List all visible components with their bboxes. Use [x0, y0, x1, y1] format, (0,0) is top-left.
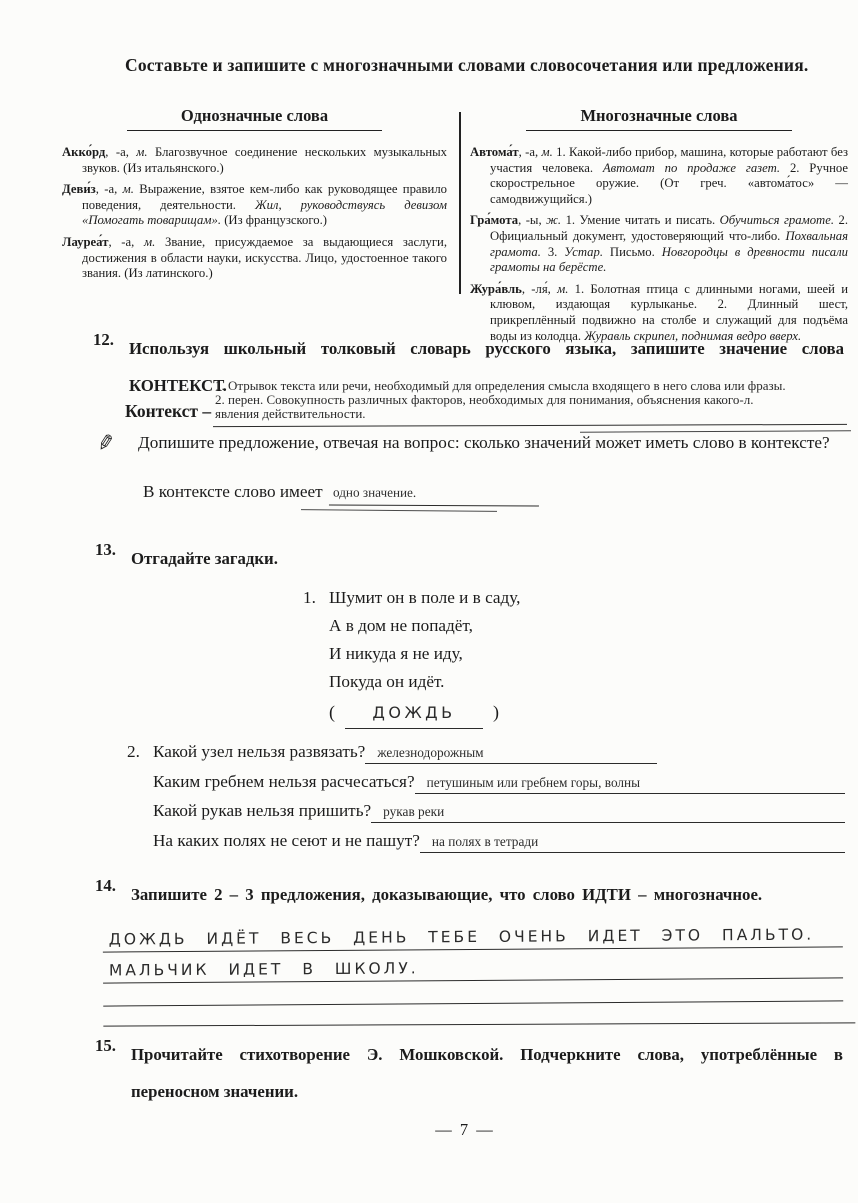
task-14-heading: [95, 876, 847, 913]
polysemous-words-column: [461, 106, 848, 344]
dict-entry-laureat: Лауреа́т, -а, м. Звание, присуждаемое за выдающиеся заслуги, достижения в области науки, искусства. Лицо, удостоенное такого звания. (Из латинского.): [62, 234, 447, 281]
kontekst-definition-line-2: 2. перен. Совокупность различных факторов, необходимых для понимания, объяснения какого-л.: [215, 392, 754, 407]
dict-entry-deviz: Деви́з, -а, м. Выражение, взятое кем-либо как руководящее правило поведения, деятельности. Жил, руководствуясь девизом «Помогать товарищам». (Из французского.): [62, 182, 448, 228]
task-15-text: Прочитайте стихотворение Э. Мошковской. Подчеркните слова, употреблённые в переносном значении.: [131, 1045, 843, 1101]
riddle-2-number: 2.: [127, 742, 140, 761]
riddle-1-line-2: А в дом не попадёт,: [329, 616, 473, 635]
task-15-number: 15.: [95, 1036, 116, 1055]
kontekst-answer-rule: [213, 424, 847, 427]
complete-sentence-section: [94, 429, 847, 457]
riddle-2-answer-1: железнодорожным: [365, 745, 657, 764]
riddle-2-question-3: Какой рукав нельзя пришить?: [153, 801, 372, 820]
kontekst-definition-line-3: явления действительности.: [215, 406, 366, 421]
riddle-2: [127, 742, 845, 860]
task-12-number: 12.: [93, 330, 114, 349]
riddle-1-line-1: Шумит он в поле и в саду,: [329, 588, 521, 607]
task-13-heading: [95, 540, 278, 577]
handwritten-line-1: [103, 913, 843, 952]
riddle-1-number: 1.: [303, 588, 316, 607]
riddle-1: [303, 584, 520, 729]
riddle-2-row-3: [127, 801, 845, 831]
dict-entry-zhuravl: Жура́вль, -ля́, м. 1. Болотная птица с длинными ногами, шеей и клювом, издающая курлыканье. 2. Длинный шест, прикреплённый подвижно на столбе и служащий для подъёма воды из колодца. Журавль скрипел, поднимая ведро вверх.: [470, 281, 848, 343]
task-14-text: Запишите 2 – 3 предложения, доказывающие, что слово ИДТИ – многозначное.: [131, 885, 763, 904]
riddle-1-line-4: Покуда он идёт.: [329, 672, 445, 691]
sentence-stem: В контексте слово имеет: [143, 482, 323, 501]
handwritten-text-2: МАЛЬЧИК ИДЕТ В ШКОЛУ.: [108, 959, 419, 980]
dict-entry-avtomat: Автома́т, -а, м. 1. Какой-либо прибор, машина, которые работают без участия человека. Автомат по продаже газет. 2. Ручное скорострельное оружие. (От греч. «автома́тос» — самодвижущийся.): [470, 145, 849, 206]
riddle-1-answer-row: [329, 698, 520, 729]
handwritten-text-1: ДОЖДЬ ИДЁТ ВЕСЬ ДЕНЬ ТЕБЕ ОЧЕНЬ ИДЕТ ЭТО ПАЛЬТО.: [108, 925, 815, 949]
riddle-2-answer-4: на полях в тетради: [420, 834, 845, 853]
task-13-text: Отгадайте загадки.: [131, 549, 278, 568]
kontekst-definition-block: [125, 379, 847, 421]
riddle-2-row-2: [127, 772, 845, 802]
sentence-stem-row: [143, 482, 763, 506]
polysemous-words-header-label: Многозначные слова: [526, 106, 791, 131]
sentence-answer-rule-2: [301, 509, 497, 512]
kontekst-term-label: Контекст –: [125, 401, 212, 421]
riddle-2-row-4: [127, 831, 845, 861]
intro-task-text: Составьте и запишите с многозначными словами словосочетания или предложения.: [125, 55, 809, 75]
riddle-2-question-4: На каких полях не сеют и не пашут?: [153, 830, 420, 850]
riddle-2-answer-2: петушиным или гребнем горы, волны: [415, 775, 845, 794]
riddle-1-lines: [329, 584, 520, 729]
complete-sentence-prompt: Допишите предложение, отвечая на вопрос: сколько значений может иметь слово в контексте?: [138, 433, 830, 452]
monosemous-words-header: [62, 106, 447, 139]
sentence-answer-blank: одно значение.: [329, 485, 539, 507]
polysemous-words-header: [470, 106, 848, 139]
kontekst-definition-lines: [215, 379, 847, 421]
handwritten-line-2: [103, 947, 843, 983]
dict-entry-gramota: Гра́мота, -ы, ж. 1. Умение читать и писать. Обучиться грамоте. 2. Официальный документ, удостоверяющий что-либо. Похвальная грамота. 3. Устар. Письмо. Новгородцы в древности писали грамоты на берёсте.: [470, 213, 849, 275]
monosemous-words-column: [62, 106, 459, 344]
kontekst-definition-line-1: 1. Отрывок текста или речи, необходимый для определения смысла входящего в него слова или фразы.: [215, 378, 786, 393]
riddle-1-handwritten-answer: ДОЖДЬ: [372, 703, 456, 722]
dict-entry-akkord: Акко́рд, -а, м. Благозвучное соединение нескольких музыкальных звуков. (Из итальянского.): [62, 145, 448, 175]
page-number: — 7 —: [435, 1120, 495, 1139]
riddle-1-answer-blank: [345, 699, 483, 729]
handwritten-answer-block: [103, 913, 844, 1027]
monosemous-words-header-label: Однозначные слова: [127, 106, 382, 131]
close-paren: ): [493, 702, 499, 722]
riddle-2-question-2: Каким гребнем нельзя расчесаться?: [153, 771, 415, 791]
task-12-text: Используя школьный толковый словарь русского языка, запишите значение слова КОНТЕКСТ.: [129, 339, 844, 395]
pencil-icon: ✎: [94, 429, 117, 457]
task-14-number: 14.: [95, 876, 116, 895]
riddle-1-line-3: И никуда я не иду,: [329, 644, 463, 663]
task-15-heading: [95, 1036, 843, 1110]
riddle-2-row-1: [127, 742, 845, 772]
riddle-2-answer-3: рукав реки: [371, 804, 845, 823]
blank-ruled-line-2: [103, 1002, 855, 1026]
riddle-2-question-1: Какой узел нельзя развязать?: [153, 742, 366, 761]
open-paren: (: [329, 702, 335, 722]
task-13-number: 13.: [95, 540, 116, 559]
dictionary-table: [62, 106, 848, 344]
